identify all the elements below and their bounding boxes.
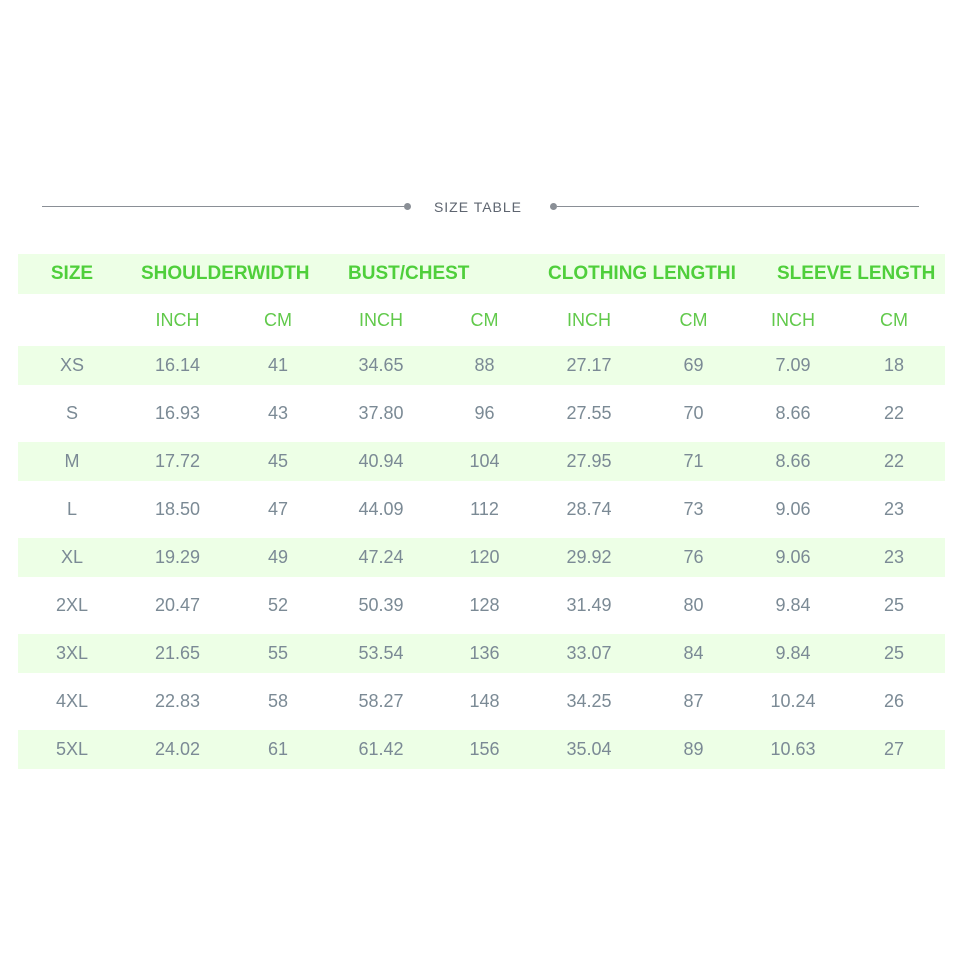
measurement-cell: 58.27 — [358, 691, 404, 711]
unit-label: CM — [470, 309, 499, 330]
measurement-cell: 88 — [474, 355, 495, 375]
page-title: SIZE TABLE — [433, 199, 523, 215]
size-label: 4XL — [55, 691, 89, 711]
header-size: SIZE — [50, 263, 94, 284]
measurement-cell: 70 — [683, 403, 704, 423]
measurement-cell: 76 — [683, 547, 704, 567]
size-label: XS — [59, 355, 84, 375]
measurement-cell: 29.92 — [566, 547, 612, 567]
measurement-cell: 156 — [469, 739, 500, 759]
measurement-cell: 10.24 — [770, 691, 816, 711]
measurement-cell: 18 — [883, 355, 905, 375]
measurement-cell: 9.06 — [775, 547, 811, 567]
unit-label: INCH — [771, 309, 815, 330]
size-label: 5XL — [55, 739, 89, 759]
table-row — [18, 586, 945, 625]
measurement-cell: 35.04 — [566, 739, 612, 759]
data-rows — [18, 346, 945, 769]
measurement-cell: 96 — [474, 403, 495, 423]
header-bust-chest: BUST/CHEST — [348, 263, 470, 284]
header-sleeve-length: SLEEVE LENGTH — [777, 263, 936, 284]
measurement-cell: 87 — [683, 691, 704, 711]
measurement-cell: 47 — [267, 499, 289, 519]
measurement-cell: 49 — [267, 547, 289, 567]
table-row — [18, 394, 945, 433]
measurement-cell: 55 — [267, 643, 289, 663]
measurement-cell: 33.07 — [566, 643, 612, 663]
measurement-cell: 27.55 — [566, 403, 612, 423]
measurement-cell: 148 — [469, 691, 500, 711]
measurement-cell: 17.72 — [154, 451, 201, 471]
size-label: L — [66, 499, 77, 519]
unit-label: INCH — [359, 309, 403, 330]
measurement-cell: 25 — [883, 595, 905, 615]
measurement-cell: 24.02 — [154, 739, 201, 759]
measurement-cell: 37.80 — [358, 403, 404, 423]
measurement-cell: 8.66 — [775, 403, 811, 423]
measurement-cell: 27 — [883, 739, 905, 759]
table-row — [18, 538, 945, 577]
measurement-cell: 23 — [883, 499, 905, 519]
measurement-cell: 89 — [683, 739, 704, 759]
measurement-cell: 136 — [469, 643, 500, 663]
table-row — [18, 490, 945, 529]
size-table — [18, 254, 945, 778]
measurement-cell: 69 — [683, 355, 704, 375]
measurement-cell: 34.65 — [358, 355, 404, 375]
measurement-cell: 47.24 — [358, 547, 404, 567]
table-row — [18, 730, 945, 769]
size-label: S — [65, 403, 78, 423]
measurement-cell: 22 — [883, 403, 905, 423]
measurement-cell: 25 — [883, 643, 905, 663]
measurement-cell: 16.93 — [154, 403, 201, 423]
header-shoulder-width: SHOULDERWIDTH — [141, 263, 310, 284]
measurement-cell: 50.39 — [358, 595, 404, 615]
measurement-cell: 53.54 — [358, 643, 404, 663]
table-row — [18, 634, 945, 673]
measurement-cell: 61.42 — [358, 739, 404, 759]
measurement-cell: 31.49 — [566, 595, 612, 615]
measurement-cell: 10.63 — [770, 739, 816, 759]
measurement-cell: 8.66 — [775, 451, 811, 471]
measurement-cell: 58 — [267, 691, 289, 711]
measurement-cell: 40.94 — [358, 451, 404, 471]
measurement-cell: 16.14 — [154, 355, 201, 375]
measurement-cell: 128 — [469, 595, 500, 615]
title-divider-right — [557, 206, 919, 207]
measurement-cell: 9.84 — [775, 595, 811, 615]
title-bar — [0, 196, 967, 220]
header-clothing-length: CLOTHING LENGTHI — [548, 263, 736, 284]
size-label: XL — [60, 547, 84, 567]
unit-row — [18, 300, 945, 340]
measurement-cell: 34.25 — [566, 691, 612, 711]
unit-label: CM — [264, 309, 292, 330]
unit-label: CM — [880, 309, 908, 330]
unit-label: INCH — [155, 309, 200, 330]
size-label: M — [64, 451, 80, 471]
size-label: 3XL — [55, 643, 89, 663]
measurement-cell: 20.47 — [154, 595, 201, 615]
measurement-cell: 22.83 — [154, 691, 201, 711]
measurement-cell: 28.74 — [566, 499, 612, 519]
measurement-cell: 43 — [267, 403, 289, 423]
measurement-cell: 26 — [883, 691, 905, 711]
measurement-cell: 71 — [683, 451, 704, 471]
measurement-cell: 44.09 — [358, 499, 404, 519]
measurement-cell: 27.95 — [566, 451, 612, 471]
measurement-cell: 45 — [267, 451, 289, 471]
measurement-cell: 21.65 — [154, 643, 201, 663]
table-row — [18, 682, 945, 721]
measurement-cell: 22 — [883, 451, 905, 471]
measurement-cell: 27.17 — [566, 355, 612, 375]
size-label: 2XL — [55, 595, 89, 615]
measurement-cell: 112 — [470, 499, 499, 519]
unit-label: CM — [679, 309, 708, 330]
measurement-cell: 52 — [267, 595, 289, 615]
table-row — [18, 442, 945, 481]
measurement-cell: 19.29 — [154, 547, 201, 567]
table-row — [18, 346, 945, 385]
measurement-cell: 120 — [469, 547, 500, 567]
measurement-cell: 7.09 — [775, 355, 811, 375]
measurement-cell: 18.50 — [154, 499, 201, 519]
measurement-cell: 84 — [683, 643, 704, 663]
unit-label: INCH — [567, 309, 611, 330]
measurement-cell: 41 — [267, 355, 289, 375]
measurement-cell: 23 — [883, 547, 905, 567]
measurement-cell: 61 — [267, 739, 289, 759]
measurement-cell: 80 — [683, 595, 704, 615]
measurement-cell: 73 — [683, 499, 704, 519]
measurement-cell: 9.06 — [775, 499, 811, 519]
title-dot-right — [550, 203, 557, 210]
measurement-cell: 9.84 — [775, 643, 811, 663]
header-row — [18, 254, 945, 294]
measurement-cell: 104 — [469, 451, 500, 471]
